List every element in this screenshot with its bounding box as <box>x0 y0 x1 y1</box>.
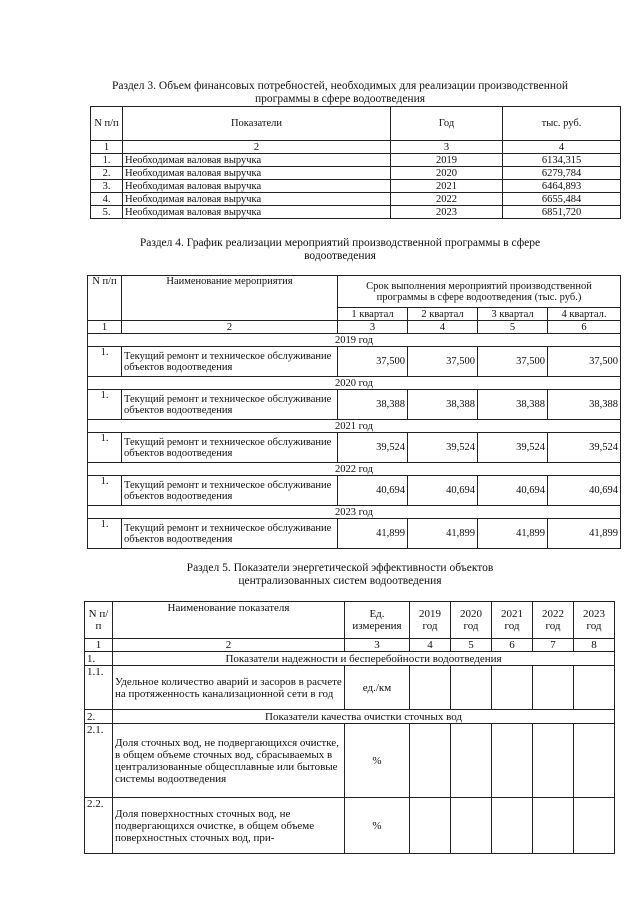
row-num: 1. <box>91 154 123 167</box>
table-row <box>85 724 615 798</box>
s4-header-num: N п/п <box>88 276 122 321</box>
table-row <box>88 390 621 420</box>
row-amount: 6464,893 <box>503 180 621 193</box>
table-row <box>88 519 621 549</box>
row-name: Доля поверхностных сточных вод, не подвергающихся очистке, в общем объеме поверхностных сточных вод, при- <box>113 798 345 854</box>
s5-colnum: 6 <box>492 639 533 652</box>
s3-header-amount: тыс. руб. <box>503 107 621 141</box>
q4-value: 40,694 <box>548 476 621 506</box>
row-name: Доля сточных вод, не подвергающихся очистке, в общем объеме сточных вод, сбрасываемых в централизованные общесплавные или бытовые системы водоотведения <box>113 724 345 798</box>
row-name: Необходимая валовая выручка <box>123 180 391 193</box>
section4-title-line1: Раздел 4. График реализации мероприятий производственной программы в сфере <box>139 237 541 249</box>
row-unit: % <box>345 724 410 798</box>
q3-value: 40,694 <box>478 476 548 506</box>
row-amount: 6655,484 <box>503 193 621 206</box>
table-row <box>85 798 615 854</box>
s4-colnum: 5 <box>478 321 548 334</box>
section5-title <box>60 562 620 588</box>
section3-table <box>90 106 621 219</box>
section5-title-line1: Раздел 5. Показатели энергетической эффективности объектов <box>186 562 494 574</box>
s3-colnum: 4 <box>503 141 621 154</box>
row-year: 2020 <box>391 167 503 180</box>
year-heading: 2022 год <box>88 463 621 476</box>
q3-value: 39,524 <box>478 433 548 463</box>
s5-colnum: 8 <box>574 639 615 652</box>
row-num: 1. <box>88 347 122 377</box>
s5-colnum: 5 <box>451 639 492 652</box>
row-name: Текущий ремонт и техническое обслуживание объектов водоотведения <box>122 476 338 506</box>
s4-header-q4: 4 квартал. <box>548 308 621 321</box>
row-name: Необходимая валовая выручка <box>123 154 391 167</box>
q1-value: 41,899 <box>338 519 408 549</box>
s5-header-name: Наименование показателя <box>113 602 345 639</box>
section4-table <box>87 275 621 549</box>
row-num: 3. <box>91 180 123 193</box>
row-unit: ед./км <box>345 666 410 710</box>
s4-colnum: 4 <box>408 321 478 334</box>
table-row <box>88 476 621 506</box>
s5-header-unit: Ед. измерения <box>345 602 410 639</box>
section4-title <box>60 237 620 263</box>
group-num: 1. <box>85 652 113 666</box>
row-amount: 6851,720 <box>503 206 621 219</box>
row-unit: % <box>345 798 410 854</box>
group-title: Показатели качества очистки сточных вод <box>113 710 615 724</box>
table-row <box>91 193 621 206</box>
table-row <box>88 433 621 463</box>
table-row <box>85 666 615 710</box>
q4-value: 37,500 <box>548 347 621 377</box>
s5-header-year: 2021 год <box>492 602 533 639</box>
row-name: Необходимая валовая выручка <box>123 167 391 180</box>
row-num: 2.1. <box>85 724 113 798</box>
q1-value: 38,388 <box>338 390 408 420</box>
q4-value: 38,388 <box>548 390 621 420</box>
row-name: Удельное количество аварий и засоров в расчете на протяженность канализационной сети в год <box>113 666 345 710</box>
s3-colnum: 2 <box>123 141 391 154</box>
row-num: 1.1. <box>85 666 113 710</box>
s5-colnum: 1 <box>85 639 113 652</box>
year-heading: 2020 год <box>88 377 621 390</box>
row-name: Текущий ремонт и техническое обслуживание объектов водоотведения <box>122 519 338 549</box>
row-num: 2.2. <box>85 798 113 854</box>
s4-header-q1: 1 квартал <box>338 308 408 321</box>
year-heading: 2021 год <box>88 420 621 433</box>
year-heading: 2023 год <box>88 506 621 519</box>
year-heading: 2019 год <box>88 334 621 347</box>
q3-value: 38,388 <box>478 390 548 420</box>
s4-colnum: 1 <box>88 321 122 334</box>
section3-title-line1: Раздел 3. Объем финансовых потребностей, необходимых для реализации производственной <box>112 80 568 92</box>
section3-title-line2: программы в сфере водоотведения <box>254 93 426 105</box>
row-name: Текущий ремонт и техническое обслуживание объектов водоотведения <box>122 347 338 377</box>
q3-value: 37,500 <box>478 347 548 377</box>
row-name: Необходимая валовая выручка <box>123 193 391 206</box>
q4-value: 39,524 <box>548 433 621 463</box>
row-num: 2. <box>91 167 123 180</box>
row-year: 2022 <box>391 193 503 206</box>
section4-title-line2: водоотведения <box>304 250 376 262</box>
section3-title <box>60 80 620 106</box>
row-num: 1. <box>88 390 122 420</box>
s3-colnum: 1 <box>91 141 123 154</box>
s4-header-term: Срок выполнения мероприятий производственной программы в сфере водоотведения (тыс. руб.) <box>338 276 621 308</box>
s5-colnum: 3 <box>345 639 410 652</box>
q2-value: 41,899 <box>408 519 478 549</box>
q2-value: 40,694 <box>408 476 478 506</box>
row-num: 1. <box>88 476 122 506</box>
row-year: 2019 <box>391 154 503 167</box>
s4-colnum: 3 <box>338 321 408 334</box>
row-name: Текущий ремонт и техническое обслуживание объектов водоотведения <box>122 433 338 463</box>
table-row <box>88 347 621 377</box>
section5-table <box>84 601 615 854</box>
row-num: 4. <box>91 193 123 206</box>
s5-header-year: 2023 год <box>574 602 615 639</box>
row-year: 2021 <box>391 180 503 193</box>
q2-value: 37,500 <box>408 347 478 377</box>
s5-colnum: 2 <box>113 639 345 652</box>
table-row <box>91 180 621 193</box>
q4-value: 41,899 <box>548 519 621 549</box>
row-year: 2023 <box>391 206 503 219</box>
q2-value: 38,388 <box>408 390 478 420</box>
row-num: 1. <box>88 519 122 549</box>
q1-value: 39,524 <box>338 433 408 463</box>
row-name: Текущий ремонт и техническое обслуживание объектов водоотведения <box>122 390 338 420</box>
q1-value: 40,694 <box>338 476 408 506</box>
q2-value: 39,524 <box>408 433 478 463</box>
group-num: 2. <box>85 710 113 724</box>
row-num: 5. <box>91 206 123 219</box>
row-amount: 6279,784 <box>503 167 621 180</box>
s5-header-year: 2022 год <box>533 602 574 639</box>
s4-header-q2: 2 квартал <box>408 308 478 321</box>
s5-header-num: N п/п <box>85 602 113 639</box>
s4-colnum: 2 <box>122 321 338 334</box>
section5-title-line2: централизованных систем водоотведения <box>238 575 442 587</box>
s4-header-q3: 3 квартал <box>478 308 548 321</box>
row-name: Необходимая валовая выручка <box>123 206 391 219</box>
s3-header-num: N п/п <box>91 107 123 141</box>
s4-header-name: Наименование мероприятия <box>122 276 338 321</box>
q3-value: 41,899 <box>478 519 548 549</box>
row-amount: 6134,315 <box>503 154 621 167</box>
s5-colnum: 4 <box>410 639 451 652</box>
s4-colnum: 6 <box>548 321 621 334</box>
s5-header-year: 2019 год <box>410 602 451 639</box>
group-title: Показатели надежности и бесперебойности водоотведения <box>113 652 615 666</box>
q1-value: 37,500 <box>338 347 408 377</box>
s5-colnum: 7 <box>533 639 574 652</box>
s3-header-year: Год <box>391 107 503 141</box>
s3-colnum: 3 <box>391 141 503 154</box>
table-row <box>91 206 621 219</box>
table-row <box>91 154 621 167</box>
s5-header-year: 2020 год <box>451 602 492 639</box>
row-num: 1. <box>88 433 122 463</box>
s3-header-indicator: Показатели <box>123 107 391 141</box>
table-row <box>91 167 621 180</box>
